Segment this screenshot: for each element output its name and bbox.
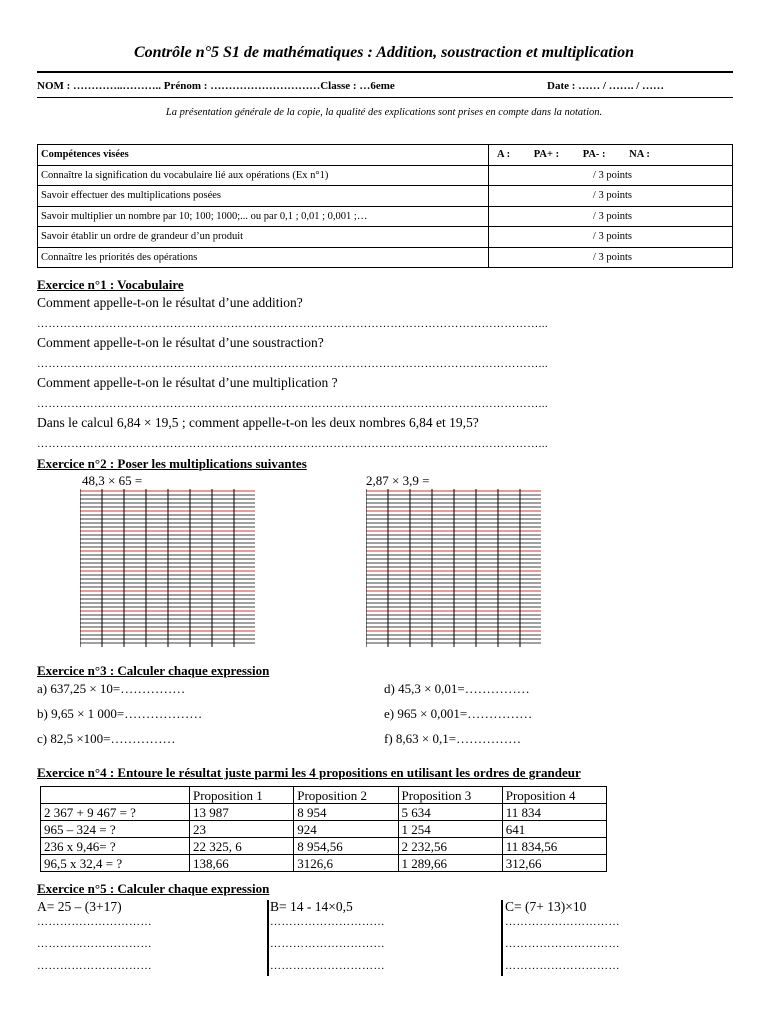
operation-cell: 236 x 9,46= ? <box>41 838 190 855</box>
answer-line[interactable]: ………………………… <box>505 960 620 972</box>
competence-item: Savoir multiplier un nombre par 10; 100; 1000;... ou par 0,1 ; 0,01 ; 0,001 ;… <box>38 206 489 227</box>
answer-line[interactable]: ……………………………………………………………………………………………………………………... <box>37 438 549 450</box>
answer-line[interactable]: ………………………… <box>270 960 385 972</box>
column-divider <box>267 900 269 976</box>
answer-line[interactable]: ……………………………………………………………………………………………………………………... <box>37 398 549 410</box>
column-divider <box>501 900 503 976</box>
ex1-title: Exercice n°1 : Vocabulaire <box>37 277 184 292</box>
operation-cell: 96,5 x 32,4 = ? <box>41 855 190 872</box>
expression-a: A= 25 – (3+17) <box>37 899 122 914</box>
ex1-question: Comment appelle-t-on le résultat d’une soustraction? <box>37 335 324 350</box>
ex2-title: Exercice n°2 : Poser les multiplications suivantes <box>37 456 307 471</box>
operation-cell: 965 – 324 = ? <box>41 821 190 838</box>
table-row <box>41 787 607 804</box>
ex3-expression: c) 82,5 ×100=…………… <box>37 731 176 746</box>
points-cell: / 3 points <box>489 206 733 227</box>
presentation-note: La présentation générale de la copie, la qualité des explications sont prises en compte dans la notation. <box>165 107 603 118</box>
proposition-cell[interactable]: 1 289,66 <box>398 855 502 872</box>
table-row <box>41 855 607 872</box>
table-row <box>38 247 733 268</box>
proposition-cell[interactable]: 23 <box>190 821 294 838</box>
table-row <box>41 804 607 821</box>
table-row <box>38 227 733 248</box>
answer-line[interactable]: ………………………… <box>37 938 152 950</box>
page-title: Contrôle n°5 S1 de mathématiques : Addition, soustraction et multiplication <box>133 44 635 61</box>
table-header: Proposition 1 <box>190 787 294 804</box>
table-header: Proposition 3 <box>398 787 502 804</box>
date-field: Date : …… / ……. / …… <box>547 80 665 92</box>
competence-item: Connaître les priorités des opérations <box>38 247 489 268</box>
proposition-cell[interactable]: 5 634 <box>398 804 502 821</box>
proposition-cell[interactable]: 641 <box>502 821 606 838</box>
table-row <box>41 821 607 838</box>
points-cell: / 3 points <box>489 165 733 186</box>
table-row <box>38 206 733 227</box>
ex4-title: Exercice n°4 : Entoure le résultat juste parmi les 4 propositions en utilisant les ordres de grandeur <box>37 765 581 780</box>
points-cell: / 3 points <box>489 247 733 268</box>
proposition-cell[interactable]: 13 987 <box>190 804 294 821</box>
answer-line[interactable]: ………………………… <box>37 960 152 972</box>
identity-fields: NOM : …………..……….. Prénom : …………………………Classe : …6eme <box>37 80 395 92</box>
ex3-expression: b) 9,65 × 1 000=……………… <box>37 706 203 721</box>
expression-b: B= 14 - 14×0,5 <box>270 899 353 914</box>
multiplication-1: 48,3 × 65 = <box>82 473 143 488</box>
proposition-cell[interactable]: 1 254 <box>398 821 502 838</box>
ex3-expression: d) 45,3 × 0,01=…………… <box>384 681 530 696</box>
answer-line[interactable]: ………………………… <box>37 916 152 928</box>
proposition-cell[interactable]: 11 834,56 <box>502 838 606 855</box>
identity-line <box>37 71 733 98</box>
ex3-title: Exercice n°3 : Calculer chaque expression <box>37 663 270 678</box>
table-header <box>41 787 190 804</box>
answer-line[interactable]: ……………………………………………………………………………………………………………………... <box>37 358 549 370</box>
ex3-expression: e) 965 × 0,001=…………… <box>384 706 533 721</box>
operation-cell: 2 367 + 9 467 = ? <box>41 804 190 821</box>
table-row <box>38 186 733 207</box>
ex1-question: Dans le calcul 6,84 × 19,5 ; comment appelle-t-on les deux nombres 6,84 et 19,5? <box>37 415 479 430</box>
table-row <box>38 145 733 166</box>
answer-line[interactable]: ………………………… <box>505 938 620 950</box>
propositions-table <box>40 786 607 872</box>
table-row <box>38 165 733 186</box>
proposition-cell[interactable]: 8 954 <box>294 804 398 821</box>
proposition-cell[interactable]: 924 <box>294 821 398 838</box>
ex3-expression: a) 637,25 × 10=…………… <box>37 681 186 696</box>
proposition-cell[interactable]: 8 954,56 <box>294 838 398 855</box>
competence-item: Connaître la signification du vocabulaire lié aux opérations (Ex n°1) <box>38 165 489 186</box>
ex3-expression: f) 8,63 × 0,1=…………… <box>384 731 522 746</box>
competences-header: Compétences visées <box>38 145 489 166</box>
proposition-cell[interactable]: 3126,6 <box>294 855 398 872</box>
points-cell: / 3 points <box>489 227 733 248</box>
proposition-cell[interactable]: 2 232,56 <box>398 838 502 855</box>
proposition-cell[interactable]: 138,66 <box>190 855 294 872</box>
ex1-question: Comment appelle-t-on le résultat d’une multiplication ? <box>37 375 338 390</box>
answer-line[interactable]: ……………………………………………………………………………………………………………………... <box>37 318 549 330</box>
proposition-cell[interactable]: 22 325, 6 <box>190 838 294 855</box>
seyes-grid-1[interactable] <box>80 489 255 647</box>
expression-c: C= (7+ 13)×10 <box>505 899 587 914</box>
competence-item: Savoir établir un ordre de grandeur d’un produit <box>38 227 489 248</box>
table-row <box>41 838 607 855</box>
answer-line[interactable]: ………………………… <box>270 938 385 950</box>
seyes-grid-2[interactable] <box>366 489 541 647</box>
answer-line[interactable]: ………………………… <box>270 916 385 928</box>
ex5-title: Exercice n°5 : Calculer chaque expression <box>37 881 270 896</box>
levels-header: A : PA+ : PA- : NA : <box>489 145 733 166</box>
points-cell: / 3 points <box>489 186 733 207</box>
table-header: Proposition 2 <box>294 787 398 804</box>
multiplication-2: 2,87 × 3,9 = <box>366 473 430 488</box>
proposition-cell[interactable]: 312,66 <box>502 855 606 872</box>
table-header: Proposition 4 <box>502 787 606 804</box>
answer-line[interactable]: ………………………… <box>505 916 620 928</box>
proposition-cell[interactable]: 11 834 <box>502 804 606 821</box>
competence-item: Savoir effectuer des multiplications posées <box>38 186 489 207</box>
competences-table <box>37 144 733 268</box>
ex1-question: Comment appelle-t-on le résultat d’une addition? <box>37 295 303 310</box>
